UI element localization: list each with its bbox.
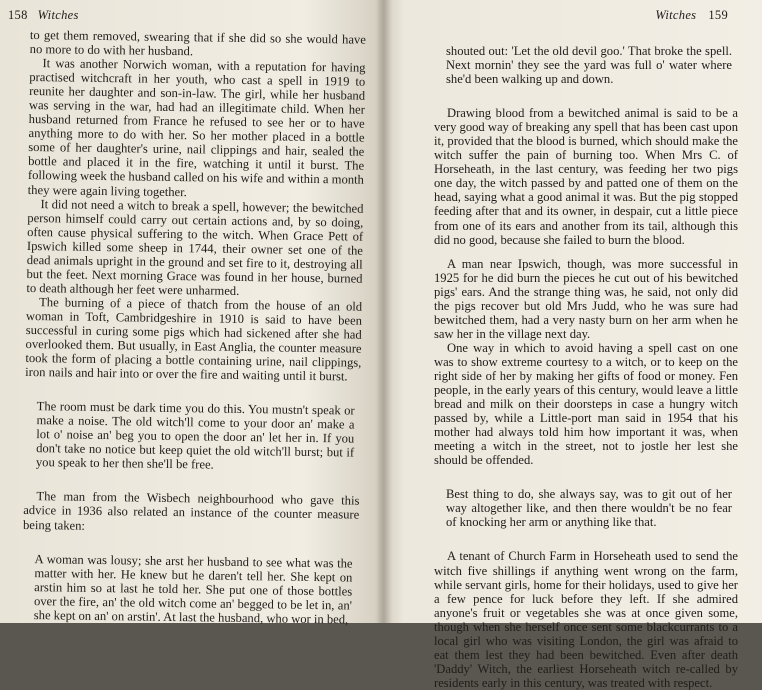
paragraph: One way in which to avoid having a spell cast on one was to show extreme courtesy to a witch, or to keep on the right side of her by making her gifts of food or money. Fen people, in the early years of this century, would leave a little bread and milk on their doorsteps in case a hungry witch passed by, while a Little-port man said in 1954 that his mother had always told him how important it was, when meeting a witch in the street, not to jostle her lest she should be offended. [434,340,738,468]
right-page [384,0,762,690]
left-page-body [22,28,366,626]
paragraph: A tenant of Church Farm in Horseheath used to send the witch five shillings if anything went wrong on the farm, while servant girls, home for their holidays, used to give her a few pence for luck before they left. If she admired anyone's fruit or vegetables she was at once given some, though when she herself once sent some blackcurrants to a local girl who was visiting London, the girl was afraid to eat them lest they had been bewitched. Even after death 'Daddy' Witch, the earliest Horseheath witch re-called by residents early in this century, was treated with respect. [434,549,738,690]
right-running-head [655,8,728,23]
paragraph: to get them removed, swearing that if she did so she would have no more to do with her husband. [29,28,366,59]
right-page-number: 159 [708,8,728,22]
paragraph: It was another Norwich woman, with a reputation for having practised witchcraft in her youth, who cast a spell in 1919 to reunite her daughter and son-in-law. The girl, while her husband was serving in the war, had had an illegitimate child. When her husband returned from France he refused to see her or to have anything more to do with her. So her mother placed in a bottle some of her daughter's urine, nail clippings and hair, sealed the bottle and placed it in the fire, watching it until it burst. The following week the husband called on his wife and within a month they were again living together. [27,56,366,199]
paragraph: The man from the Wisbech neighbourhood who gave this advice in 1936 also related an instance of the counter measure being taken: [22,489,360,533]
right-running-title: Witches [655,8,697,22]
paragraph: It did not need a witch to break a spell, however; the bewitched person himself could carry out certain actions and, by so doing, often cause physical suffering to the witch. When Grace Pett of Ipswich killed some sheep in 1744, their owner set one of the dead animals upright in the ground and set fire to it, destroying all but the feet. Next morning Grace was found in her house, burned to death although her feet were unharmed. [26,196,364,298]
right-page-body [434,44,738,690]
extract-quote: The room must be dark time you do this. You mustn't speak or make a noise. The old witch'll come to your door an' make a lot o' noise an' beg you to open the door an' let her in. If you don't take no notice but keep quiet the old witch'll burst; but if you speak to her then she'll be free. [35,399,355,472]
paragraph: The burning of a piece of thatch from the house of an old woman in Toft, Cambridgeshire in 1910 is said to have been successful in curing some pigs which had sickened after she had overlooked them. But usually, in East Anglia, the counter measure took the form of placing a bottle containing urine, nail clippings, iron nails and hair into or over the fire and waiting until it burst. [25,295,363,384]
extract-quote: shouted out: 'Let the old devil goo.' That broke the spell. Next mornin' they see the yard was full o' water where she'd been walking up and down. [446,44,732,87]
paragraph: A man near Ipswich, though, was more successful in 1925 for he did burn the pieces he cut out of his bewitched pigs' ears. And the strange thing was, he said, not only did the pigs recover but old Mrs Judd, who he was sure had bewitched them, had a very nasty burn on her arm when he saw her in the village next day. [434,256,738,341]
left-page [0,0,384,627]
extract-quote: A woman was lousy; she arst her husband to see what was the matter with her. He knew but he daren't tell her. She kept on arstin him so at last he told her. She put one of those bottles over the fire, an' the old witch come an' begged to be let in, an' she kept on an' on arstin'. At last the husband, who wor in bed, [33,551,353,627]
left-page-number: 158 [8,8,28,22]
left-running-head [8,8,79,23]
left-running-title: Witches [37,8,79,22]
extract-quote: Best thing to do, she always say, was to git out of her way altogether like, and then there wouldn't be no fear of knocking her arm or anything like that. [446,487,732,530]
paragraph: Drawing blood from a bewitched animal is said to be a very good way of breaking any spell that has been cast upon it, provided that the blood is burned, which should make the witch suffer the pain of burning too. When Mrs C. of Horseheath, in the last century, was feeding her two pigs one day, the witch passed by and patted one of them on the head, saying what a good animal it was. But the pig stopped feeding after that and its owner, in despair, cut a little piece from one of its ears and another from its tail, although this did no good, because she failed to burn the blood. [434,106,738,247]
